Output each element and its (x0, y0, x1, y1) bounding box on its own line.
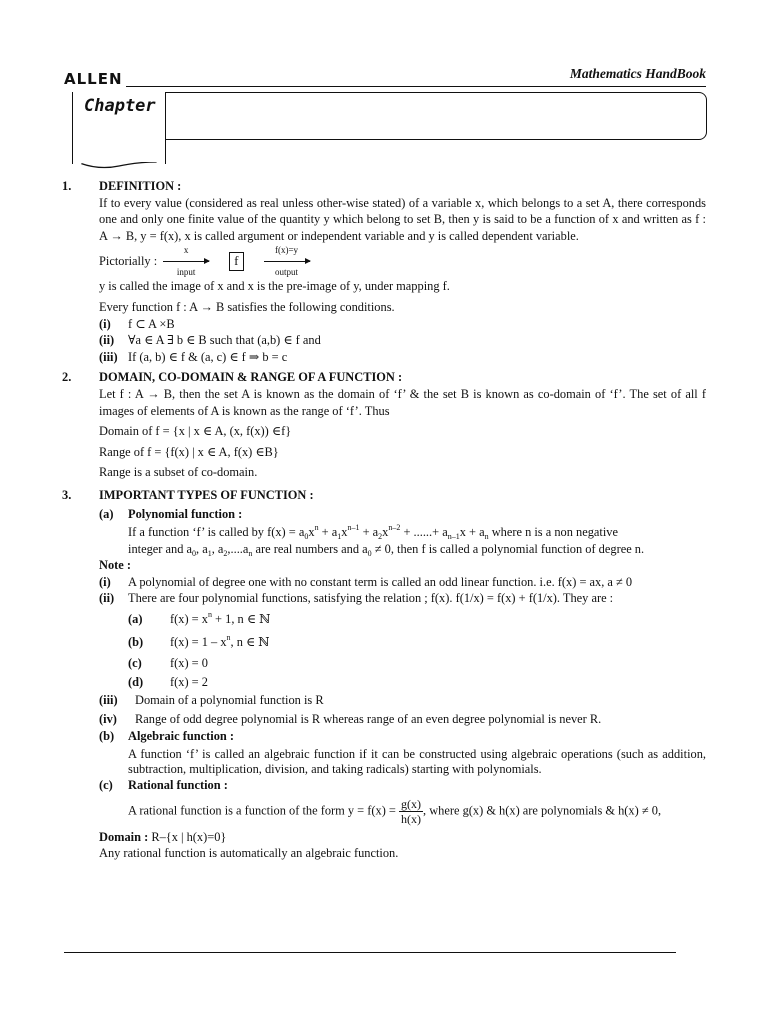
item-text: $f(x) = 1 - x^n$, n ∈ ℕ (170, 632, 270, 649)
item-text: There are four polynomial functions, satisfying the relation ; f(x). f(1/x) = f(x) + f(1/x). They are : (128, 591, 614, 606)
item-label: (iii) (99, 693, 118, 708)
domain-value: R–{x | h(x)=0} (151, 829, 227, 844)
item-label: (a) (128, 612, 143, 627)
subsection-heading (62, 728, 706, 745)
rational-domain (62, 829, 706, 846)
item-label: (c) (99, 778, 113, 793)
item-label: (c) (128, 656, 142, 671)
note-item (62, 574, 706, 591)
subsection-heading (62, 506, 706, 523)
section-title: IMPORTANT TYPES OF FUNCTION : (99, 487, 314, 502)
polynomial-definition: If a function ‘f’ is called by $f(x) = a_0x^n + a_1x^{n-1} + a_2x^{n-2}$ + ......+ $a_{n-1}x + a_n$ where n is a non negative integer and $a_0$, $a_1$, $a_2,....a_n$ are real numbers and $a_0 \ne 0$, then f is called a polynomial function of degree n. (128, 523, 645, 558)
output-arrow (264, 242, 310, 280)
note-item (62, 692, 706, 709)
item-label: (b) (99, 728, 115, 743)
page-content (62, 176, 706, 862)
item-text: Domain of a polynomial function is R (135, 693, 324, 708)
pictorial-label: Pictorially : (99, 254, 158, 269)
domain-paragraph: Let f : A → B, then the set A is known as the domain of ‘f’ & the set B is known as co-domain of ‘f’. The set of all f images of elements of A is known as the range of ‘f’. Thus (99, 386, 706, 418)
output-label: output (275, 266, 299, 277)
item-label: (ii) (99, 333, 115, 348)
domain-definition: Domain of f = {x | x ∈ A, (x, f(x)) ∈f} (99, 424, 292, 439)
item-text: $f(x) = x^n + 1$, n ∈ ℕ (170, 610, 271, 627)
section-title: DEFINITION : (99, 179, 182, 193)
section-heading (62, 487, 706, 504)
item-label: (i) (99, 574, 111, 589)
footer-rule (64, 952, 676, 953)
poly-case (62, 655, 706, 672)
chapter-tab-wave (72, 162, 166, 170)
definition-paragraph: If to every value (considered as real unless other-wise stated) of a variable x, which belongs to a set A, there corresponds one and only one finite value of the quantity y which belong to set B, then y is said to be a function of x and written as f : A → B, y = f(x), x is called argument or independent variable and y is called dependent variable. (99, 195, 706, 243)
item-label: (i) (99, 316, 111, 331)
arrow-right-icon (163, 261, 209, 262)
item-label: (d) (128, 674, 144, 689)
poly-case (62, 674, 706, 691)
section-number: 1. (62, 179, 72, 193)
poly-case (62, 634, 706, 651)
header-rule (126, 86, 706, 87)
item-text: Range of odd degree polynomial is R whereas range of an even degree polynomial is never R. (135, 712, 602, 727)
condition-item (62, 349, 706, 366)
closing-note: Any rational function is automatically an algebraic function. (99, 846, 399, 861)
input-arrow (163, 242, 209, 280)
algebraic-definition: A function ‘f’ is called an algebraic function if it can be constructed using algebraic operations (such as addition, subtraction, multiplication, division, and taking radicals) starting with polynomials. (128, 747, 706, 777)
item-label: (b) (128, 634, 144, 649)
item-text: A polynomial of degree one with no constant term is called an odd linear function. i.e. f(x) = ax, a ≠ 0 (128, 574, 633, 589)
chapter-label: Chapter (84, 96, 156, 116)
item-text: ∀a ∈ A ∃ b ∈ B such that (a,b) ∈ f and (128, 333, 321, 348)
fraction: $\frac{g(x)}{h(x)}$ (401, 796, 422, 826)
subsection-title: Polynomial function : (128, 506, 243, 521)
output-expr: f(x)=y (274, 245, 299, 256)
subsection-heading (62, 777, 706, 794)
section-number: 2. (62, 370, 72, 385)
item-label: (ii) (99, 591, 115, 606)
condition-item (62, 316, 706, 333)
section-title: DOMAIN, CO-DOMAIN & RANGE OF A FUNCTION : (99, 370, 403, 385)
condition-item (62, 332, 706, 349)
section-heading (62, 369, 706, 386)
book-title: Mathematics HandBook (569, 66, 706, 81)
item-label: (iii) (99, 349, 118, 364)
item-text: f(x) = 2 (170, 674, 208, 689)
input-label: input (176, 266, 196, 277)
range-definition: Range of f = {f(x) | x ∈ A, f(x) ∈B} (99, 444, 279, 459)
item-text: If (a, b) ∈ f & (a, c) ∈ f ⇒ b = c (128, 349, 288, 364)
note-item (62, 711, 706, 728)
brand-logo: ALLEN (64, 70, 123, 88)
input-var: x (183, 245, 189, 256)
function-box: f (229, 252, 243, 271)
subsection-title: Rational function : (128, 778, 228, 793)
section-number: 3. (62, 487, 72, 502)
chapter-banner (72, 92, 707, 140)
note-item (62, 590, 706, 607)
image-paragraph: y is called the image of x and x is the pre-image of y, under mapping f. (99, 279, 450, 294)
subsection-title: Algebraic function : (128, 728, 234, 743)
section-heading (62, 178, 706, 195)
item-text: f ⊂ A ×B (128, 316, 175, 331)
domain-label: Domain : (99, 829, 149, 844)
conditions-intro: Every function f : A → B satisfies the following conditions. (99, 299, 395, 314)
arrow-right-icon (264, 261, 310, 262)
note-heading: Note : (99, 558, 131, 573)
rational-definition: A rational function is a function of the form y = f(x) = $\frac{g(x)}{h(x)}$ , where g(x) & h(x) are polynomials & h(x) ≠ 0, (128, 796, 662, 826)
range-note: Range is a subset of co-domain. (99, 465, 258, 480)
item-label: (iv) (99, 712, 117, 727)
pictorial-diagram (62, 246, 706, 276)
item-label: (a) (99, 506, 114, 521)
item-text: f(x) = 0 (170, 656, 208, 671)
poly-case (62, 611, 706, 628)
